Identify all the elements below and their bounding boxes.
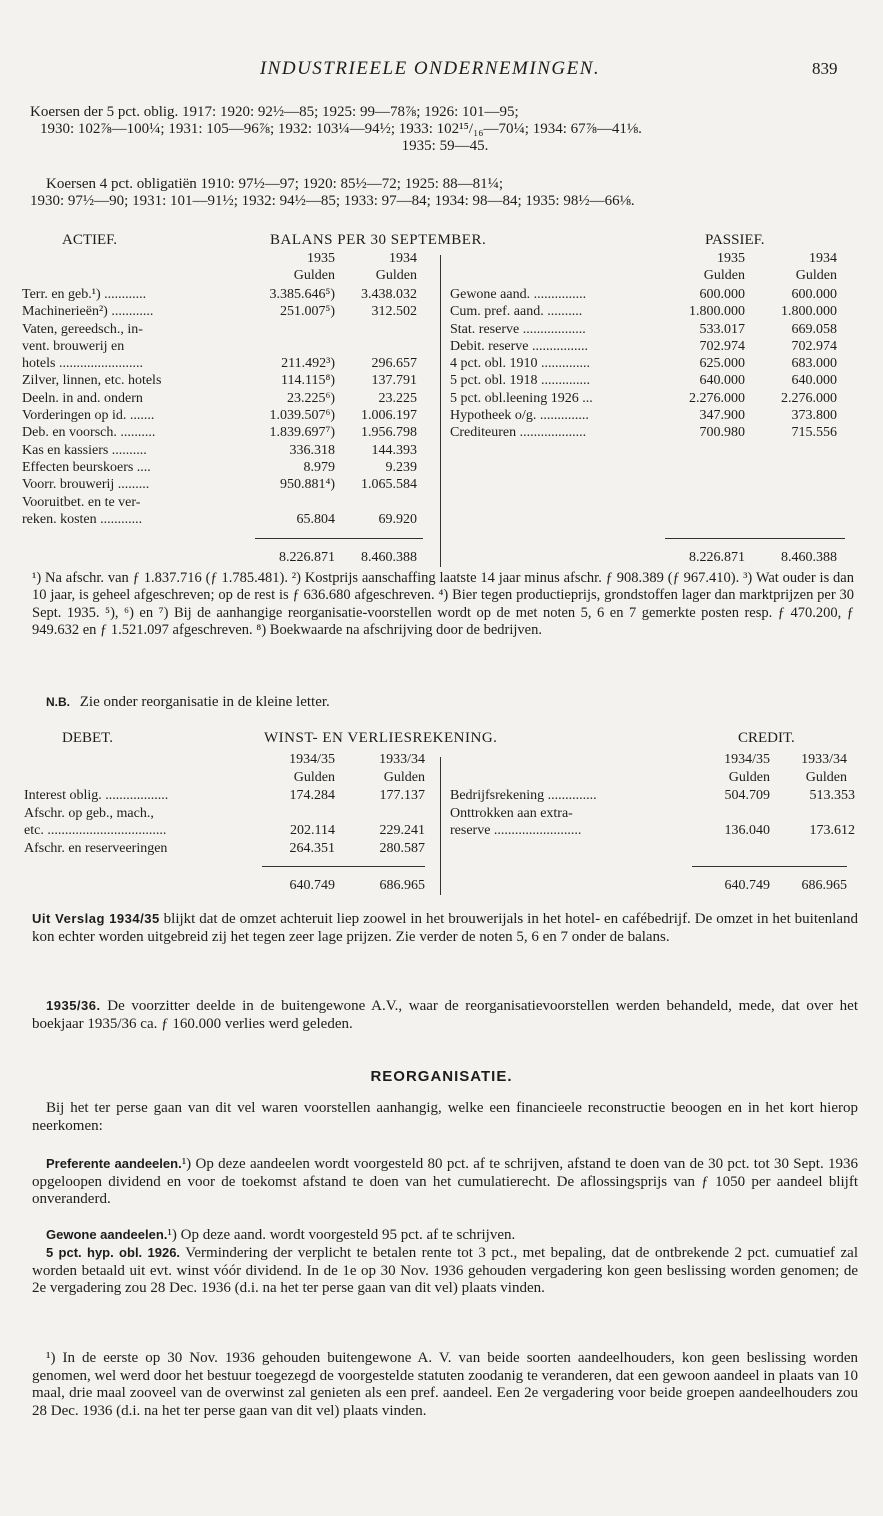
actief-label: hotels ........................ — [22, 356, 143, 372]
credit-value-v1: 136.040 — [724, 823, 770, 838]
debet-label: Afschr. en reserveeringen — [24, 840, 168, 856]
balans-title: BALANS PER 30 SEPTEMBER. — [270, 232, 487, 248]
actief-label: Machinerieën²) ............ — [22, 304, 154, 320]
debet-year-2: 1933/34 — [379, 752, 425, 767]
debet-row — [24, 805, 425, 823]
verslag-text-2: De voorzitter deelde in de buitengewone A.V., waar de reorganisatievoorstellen werden behandeld, mede, dat over het boekjaar 1935/36 ca. ƒ 160.000 verlies werd geleden. — [32, 998, 858, 1032]
actief-value-v1935 — [255, 494, 335, 511]
actief-year-1934: 1934 — [389, 251, 417, 266]
winst-debet-heading: DEBET. — [62, 730, 113, 746]
debet-value-v1: 202.114 — [290, 823, 335, 838]
actief-label: Vaten, gereedsch., in- — [22, 321, 143, 337]
actief-label: Effecten beurskoers .... — [22, 459, 151, 475]
verslag-label-2: 1935/36. — [46, 998, 101, 1013]
gewone-label: Gewone aandeelen. — [46, 1227, 168, 1242]
hyp-label: 5 pct. hyp. obl. 1926. — [46, 1245, 181, 1260]
debet-value-v1: 174.284 — [289, 788, 335, 803]
actief-row — [22, 355, 417, 372]
passief-value-v1934: 1.800.000 — [781, 304, 837, 320]
debet-value-v2 — [335, 805, 425, 823]
actief-value-v1935: 336.318 — [289, 442, 335, 458]
balans-passief-table — [450, 286, 837, 442]
debet-value-v2: 229.241 — [379, 823, 425, 838]
actief-row — [22, 321, 417, 338]
actief-value-v1934 — [335, 494, 417, 511]
actief-value-v1935: 950.881⁴) — [279, 477, 335, 493]
nb-text: Zie onder reorganisatie in de kleine letter. — [79, 694, 330, 710]
actief-label: Deb. en voorsch. .......... — [22, 425, 156, 441]
actief-value-v1935: 3.385.646⁵) — [269, 287, 335, 302]
page-number: 839 — [812, 59, 838, 78]
passief-unit-1934: Gulden — [795, 268, 837, 283]
actief-row — [22, 390, 417, 407]
winst-debet-table — [24, 787, 425, 857]
actief-total-1934: 8.460.388 — [361, 550, 417, 565]
actief-row — [22, 303, 417, 320]
passief-value-v1934: 683.000 — [791, 356, 837, 372]
actief-label: Kas en kassiers .......... — [22, 442, 147, 458]
actief-row — [22, 442, 417, 459]
debet-total-rule — [262, 866, 425, 867]
actief-row — [22, 286, 417, 303]
actief-unit-1935: Gulden — [293, 268, 335, 283]
passief-label: 5 pct. obl. 1918 .............. — [450, 373, 590, 389]
actief-row — [22, 338, 417, 355]
actief-value-v1934: 144.393 — [371, 442, 417, 458]
koersen-5pct-line1: Koersen der 5 pct. oblig. 1917: 1920: 92½—85; 1925: 99—78⅞; 1926: 101—95; — [30, 104, 519, 120]
passief-total-1935: 8.226.871 — [689, 550, 745, 565]
actief-value-v1935: 251.007⁵) — [279, 304, 335, 320]
passief-value-v1935: 2.276.000 — [689, 390, 745, 406]
balans-divider — [440, 255, 441, 567]
credit-unit-1: Gulden — [728, 770, 770, 785]
gewone-text: Op deze aand. wordt voorgesteld 95 pct. af te schrijven. — [180, 1227, 516, 1243]
passief-value-v1934: 715.556 — [791, 425, 837, 441]
actief-value-v1934: 9.239 — [385, 459, 417, 475]
actief-value-v1934: 3.438.032 — [361, 287, 417, 302]
koersen-4pct — [30, 176, 866, 210]
balans-footnotes: ¹) Na afschr. van ƒ 1.837.716 (ƒ 1.785.481). ²) Kostprijs aanschaffing laatste 14 jaar minus afschr. ƒ 908.389 (ƒ 967.410). ³) Wat ouder is dan 10 jaar, is geheel afgeschreven; op de rest is ƒ 636.680 afgeschreven. ⁴) Bier tegen productieprijs, grondstoffen lager dan marktprijzen per 30 Sept. 1935. ⁵), ⁶) en ⁷) Bij de aanhangige reorganisatie-voorstellen wordt op de met noten 5, 6 en 7 gemerkte posten resp. ƒ 470.200, ƒ 949.632 en ƒ 1.521.097 afgeschreven. ⁸) Boekwaarde na afschrijving door de bedrijven. — [32, 570, 854, 638]
credit-value-v2: 173.612 — [809, 823, 855, 838]
actief-value-v1934: 137.791 — [371, 373, 417, 389]
debet-value-v2: 177.137 — [379, 788, 425, 803]
debet-value-v1: 264.351 — [289, 840, 335, 856]
passief-value-v1935: 702.974 — [699, 338, 745, 354]
credit-year-2: 1933/34 — [801, 752, 847, 767]
credit-year-1: 1934/35 — [724, 752, 770, 767]
verslag-1935-36 — [32, 997, 858, 1033]
koersen-4pct-line1: Koersen 4 pct. obligatiën 1910: 97½—97; 1920: 85½—72; 1925: 88—81¼; — [46, 176, 504, 192]
actief-value-v1934 — [335, 321, 417, 338]
debet-value-v1 — [260, 805, 335, 823]
actief-value-v1935: 65.804 — [296, 511, 335, 527]
balans-passief-heading: PASSIEF. — [705, 232, 765, 248]
passief-year-1935: 1935 — [717, 251, 745, 266]
passief-value-v1935: 1.800.000 — [689, 304, 745, 320]
actief-label: Vooruitbet. en te ver- — [22, 494, 141, 510]
nb-label: N.B. — [46, 695, 70, 709]
actief-value-v1934: 1.065.584 — [361, 477, 417, 493]
actief-value-v1934: 312.502 — [371, 304, 417, 320]
winst-credit-heading: CREDIT. — [738, 730, 795, 746]
credit-row — [450, 822, 855, 840]
passief-row — [450, 390, 837, 407]
actief-value-v1934: 23.225 — [378, 390, 417, 406]
passief-label: Crediteuren ................... — [450, 425, 587, 441]
credit-value-v1 — [690, 805, 770, 823]
actief-value-v1935: 211.492³) — [281, 356, 335, 372]
balans-actief-table — [22, 286, 417, 528]
passief-row — [450, 372, 837, 389]
reorganisatie-heading: REORGANISATIE. — [370, 1068, 513, 1085]
verslag-label-1: Uit Verslag 1934/35 — [32, 911, 160, 926]
passief-value-v1935: 700.980 — [699, 425, 745, 441]
winst-credit-table — [450, 787, 855, 840]
koersen-4pct-line2: 1930: 97½—90; 1931: 101—91½; 1932: 94½—85; 1933: 97—84; 1934: 98—84; 1935: 98½—66⅛. — [30, 193, 635, 209]
winst-title: WINST- EN VERLIESREKENING. — [264, 730, 498, 746]
debet-value-v2: 280.587 — [379, 840, 425, 856]
debet-row — [24, 840, 425, 858]
actief-label: Vorderingen op id. ....... — [22, 408, 155, 424]
passief-value-v1935: 640.000 — [699, 373, 745, 389]
actief-label: Terr. en geb.¹) ............ — [22, 287, 147, 302]
passief-value-v1934: 702.974 — [791, 338, 837, 354]
passief-label: 4 pct. obl. 1910 .............. — [450, 356, 590, 372]
actief-total-rule — [255, 538, 423, 539]
pref-label: Preferente aandeelen. — [46, 1156, 182, 1171]
actief-value-v1935: 1.039.507⁶) — [269, 408, 335, 424]
passief-label: Debit. reserve ................ — [450, 338, 589, 354]
debet-label: etc. .................................. — [24, 823, 167, 838]
actief-unit-1934: Gulden — [375, 268, 417, 283]
credit-total-rule — [692, 866, 847, 867]
actief-value-v1934: 1.006.197 — [361, 408, 417, 424]
gewone-note: ¹) — [167, 1227, 177, 1243]
pref-note: ¹) — [181, 1156, 192, 1172]
passief-row — [450, 303, 837, 320]
credit-total-1: 640.749 — [724, 878, 770, 893]
verslag-1934-35 — [32, 910, 858, 946]
reorganisatie-footnote: ¹) In de eerste op 30 Nov. 1936 gehouden buitengewone A. V. van beide soorten aandeelhouders, kon geen beslissing worden genomen, wel werd door het bestuur toegezegd de voorgestelde statuten zoodanig te veranderen, dat een gewoon aandeel in plaats van 10 maal, drie maal zooveel van de overwinst zal genieten als een pref. aandeel. Een 2e vergadering voor beide groepen aandeelhouders zou 28 Dec. 1936 (d.i. na het ter perse gaan van dit vel) plaats vinden. — [32, 1350, 858, 1419]
passief-total-1934: 8.460.388 — [781, 550, 837, 565]
actief-value-v1934: 69.920 — [378, 511, 417, 527]
passief-value-v1934: 2.276.000 — [781, 390, 837, 406]
actief-value-v1935 — [255, 321, 335, 338]
passief-year-1934: 1934 — [809, 251, 837, 266]
credit-label: reserve ......................... — [450, 823, 582, 838]
passief-label: 5 pct. obl.leening 1926 ... — [450, 390, 593, 406]
passief-label: Cum. pref. aand. .......... — [450, 304, 583, 320]
pref-text: Op deze aandeelen wordt voorgesteld 80 pct. af te schrijven, afstand te doen van de 30 pct. tot 30 Sept. 1936 opgeloopen dividend en voor de toekomst afstand te doen van het cumulatierecht. De aflossingsprijs van ƒ 1050 per aandeel blijft onveranderd. — [32, 1156, 859, 1207]
koersen-5pct-line2: 1930: 102⅞—100¼; 1931: 105—96⅞; 1932: 103¼—94½; 1933: 102¹⁵/₁₆—70¼; 1934: 67⅞—41⅛. — [40, 121, 642, 137]
passief-unit-1935: Gulden — [703, 268, 745, 283]
credit-total-2: 686.965 — [801, 878, 847, 893]
passief-row — [450, 355, 837, 372]
actief-value-v1935: 23.225⁶) — [286, 390, 335, 406]
passief-label: Stat. reserve .................. — [450, 321, 586, 337]
credit-unit-2: Gulden — [805, 770, 847, 785]
credit-value-v2 — [770, 805, 855, 823]
actief-value-v1934 — [335, 338, 417, 355]
actief-row — [22, 372, 417, 389]
debet-year-1: 1934/35 — [289, 752, 335, 767]
actief-value-v1934: 296.657 — [371, 356, 417, 372]
passief-value-v1935: 625.000 — [699, 356, 745, 372]
nb-note — [46, 694, 330, 711]
actief-label: Zilver, linnen, etc. hotels — [22, 373, 162, 389]
actief-label: Deeln. in and. ondern — [22, 390, 143, 406]
passief-total-rule — [665, 538, 845, 539]
passief-value-v1935: 347.900 — [699, 408, 745, 424]
actief-row — [22, 407, 417, 424]
actief-row — [22, 424, 417, 441]
actief-value-v1935 — [255, 338, 335, 355]
actief-row — [22, 511, 417, 528]
koersen-5pct-line3: 1935: 59—45. — [401, 138, 489, 154]
debet-label: Interest oblig. .................. — [24, 788, 169, 803]
actief-label: vent. brouwerij en — [22, 338, 125, 354]
passief-label: Gewone aand. ............... — [450, 287, 587, 302]
passief-label: Hypotheek o/g. .............. — [450, 408, 589, 424]
actief-row — [22, 459, 417, 476]
debet-unit-1: Gulden — [293, 770, 335, 785]
actief-value-v1934: 1.956.798 — [361, 425, 417, 441]
reorganisatie-intro: Bij het ter perse gaan van dit vel waren voorstellen aanhangig, welke een financieele reconstructie beoogen en in het kort hierop neerkomen: — [32, 1100, 858, 1134]
actief-label: reken. kosten ............ — [22, 511, 143, 527]
credit-value-v1: 504.709 — [724, 788, 770, 803]
credit-value-v2: 513.353 — [809, 788, 855, 803]
passief-value-v1934: 640.000 — [791, 373, 837, 389]
credit-label: Bedrijfsrekening .............. — [450, 788, 597, 803]
running-header: INDUSTRIEELE ONDERNEMINGEN. — [259, 58, 601, 79]
debet-row — [24, 787, 425, 805]
actief-value-v1935: 8.979 — [303, 459, 335, 475]
debet-unit-2: Gulden — [383, 770, 425, 785]
reorganisatie-preferente — [32, 1155, 858, 1209]
debet-label: Afschr. op geb., mach., — [24, 805, 154, 821]
passief-row — [450, 338, 837, 355]
actief-row — [22, 476, 417, 493]
actief-row — [22, 494, 417, 511]
hyp-text: Vermindering der verplicht te betalen rente tot 3 pct., met bepaling, dat de ontbrekende 2 pct. cumuatief zal worden betaald uit evt. winst vóór dividend. In de 1e op 30 Nov. 1936 gehouden vergadering kon geen beslissing worden genomen; de 2e vergadering zou 28 Dec. 1936 (d.i. na het ter perse gaan van dit vel) plaats vinden. — [32, 1245, 858, 1296]
verslag-text-1: blijkt dat de omzet achteruit liep zoowel in het brouwerijals in het hotel- en cafébedrijf. De omzet in het buitenland kon echter worden uitgebreid zij het tegen zeer lage prijzen. Zie verder de noten 5, 6 en 7 onder de balans. — [32, 911, 859, 945]
reorganisatie-gewone — [32, 1226, 858, 1245]
passief-row — [450, 424, 837, 441]
passief-value-v1934: 600.000 — [791, 287, 837, 302]
passief-value-v1935: 600.000 — [699, 287, 745, 302]
debet-total-1: 640.749 — [289, 878, 335, 893]
passief-value-v1934: 373.800 — [791, 408, 837, 424]
winst-divider — [440, 757, 441, 895]
passief-row — [450, 321, 837, 338]
actief-label: Voorr. brouwerij ......... — [22, 477, 150, 493]
credit-row — [450, 805, 855, 823]
passief-row — [450, 286, 837, 303]
debet-row — [24, 822, 425, 840]
passief-value-v1935: 533.017 — [699, 321, 745, 337]
passief-value-v1934: 669.058 — [791, 321, 837, 337]
balans-actief-heading: ACTIEF. — [62, 232, 118, 248]
actief-value-v1935: 1.839.697⁷) — [269, 425, 335, 441]
actief-year-1935: 1935 — [307, 251, 335, 266]
credit-label: Onttrokken aan extra- — [450, 805, 573, 821]
actief-value-v1935: 114.115⁸) — [280, 373, 335, 389]
actief-total-1935: 8.226.871 — [279, 550, 335, 565]
debet-total-2: 686.965 — [379, 878, 425, 893]
credit-row — [450, 787, 855, 805]
koersen-5pct — [30, 104, 860, 155]
reorganisatie-hyp — [32, 1244, 858, 1298]
passief-row — [450, 407, 837, 424]
